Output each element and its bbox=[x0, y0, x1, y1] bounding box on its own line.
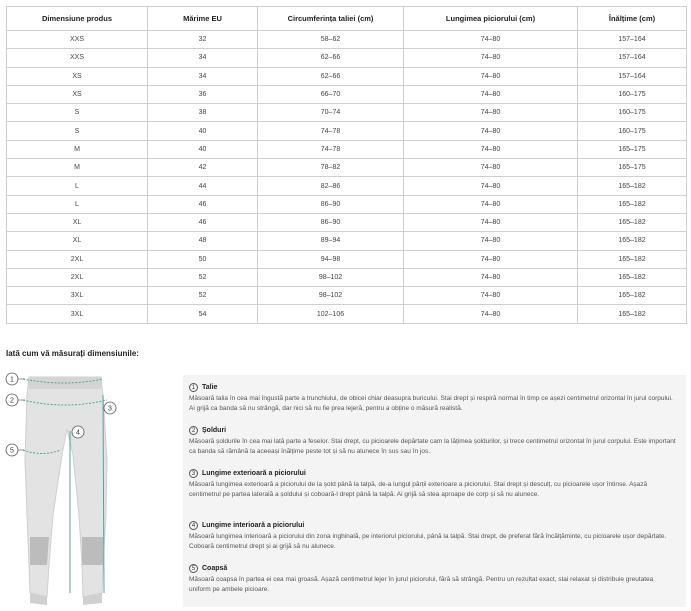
cell-leg-length: 74–80 bbox=[404, 305, 578, 323]
header-leg-length: Lungimea piciorului (cm) bbox=[404, 7, 578, 31]
header-height: Înălțime (cm) bbox=[578, 7, 687, 31]
cell-product-size: M bbox=[7, 140, 148, 158]
section-outseam bbox=[189, 467, 676, 500]
figure-marker-1 bbox=[6, 373, 25, 385]
table-row bbox=[7, 268, 687, 286]
header-product-size: Dimensiune produs bbox=[7, 7, 148, 31]
cell-eu-size: 52 bbox=[148, 268, 258, 286]
cell-waist: 62–66 bbox=[258, 67, 404, 85]
section-thigh bbox=[189, 562, 676, 595]
cell-height: 165–182 bbox=[578, 213, 687, 231]
svg-text:1: 1 bbox=[10, 376, 14, 384]
cell-product-size: XL bbox=[7, 213, 148, 231]
table-row bbox=[7, 140, 687, 158]
table-header-row bbox=[7, 7, 687, 31]
cell-leg-length: 74–80 bbox=[404, 31, 578, 49]
cell-eu-size: 44 bbox=[148, 177, 258, 195]
cell-eu-size: 40 bbox=[148, 122, 258, 140]
size-chart-table bbox=[6, 6, 687, 324]
cell-height: 165–182 bbox=[578, 287, 687, 305]
cell-leg-length: 74–80 bbox=[404, 104, 578, 122]
cell-product-size: XS bbox=[7, 85, 148, 103]
section-text: Măsoară lungimea interioară a piciorului din zona inghinală, pe interiorul piciorului, până la talpă. Stai drept, de preferat fără încălțăminte, cu picioarele ușor depărtate. Coboară centimetrul drept și ai grijă să nu alunece. bbox=[189, 533, 667, 550]
cell-height: 165–182 bbox=[578, 195, 687, 213]
table-row bbox=[7, 67, 687, 85]
section-number: 4 bbox=[189, 521, 198, 530]
section-inseam bbox=[189, 519, 676, 552]
cell-height: 165–182 bbox=[578, 305, 687, 323]
cell-eu-size: 38 bbox=[148, 104, 258, 122]
cell-waist: 70–74 bbox=[258, 104, 404, 122]
cell-product-size: XXS bbox=[7, 49, 148, 67]
table-row bbox=[7, 305, 687, 323]
cell-leg-length: 74–80 bbox=[404, 49, 578, 67]
section-title: Lungime interioară a piciorului bbox=[202, 521, 305, 529]
cell-eu-size: 46 bbox=[148, 195, 258, 213]
cell-product-size: 2XL bbox=[7, 250, 148, 268]
cell-waist: 82–86 bbox=[258, 177, 404, 195]
cell-height: 165–182 bbox=[578, 232, 687, 250]
cell-eu-size: 46 bbox=[148, 213, 258, 231]
table-row bbox=[7, 49, 687, 67]
cell-waist: 89–94 bbox=[258, 232, 404, 250]
cell-eu-size: 52 bbox=[148, 287, 258, 305]
cell-waist: 102–106 bbox=[258, 305, 404, 323]
table-row bbox=[7, 195, 687, 213]
table-row bbox=[7, 213, 687, 231]
section-title: Talie bbox=[202, 383, 218, 391]
cell-eu-size: 34 bbox=[148, 49, 258, 67]
how-to-measure-title: Iată cum vă măsurați dimensiunile: bbox=[6, 349, 139, 358]
cell-eu-size: 50 bbox=[148, 250, 258, 268]
table-row bbox=[7, 250, 687, 268]
section-title: Coapsă bbox=[202, 564, 228, 572]
table-row bbox=[7, 287, 687, 305]
cell-waist: 98–102 bbox=[258, 287, 404, 305]
cell-eu-size: 54 bbox=[148, 305, 258, 323]
cell-waist: 66–70 bbox=[258, 85, 404, 103]
cell-product-size: XXS bbox=[7, 31, 148, 49]
measurement-instructions-panel bbox=[183, 375, 686, 607]
cell-product-size: XS bbox=[7, 67, 148, 85]
cell-eu-size: 34 bbox=[148, 67, 258, 85]
svg-text:2: 2 bbox=[10, 397, 14, 405]
section-text: Măsoară coapsa în partea ei cea mai groasă. Așază centimetrul lejer în jurul piciorului, fără să strângă. Pentru un rezultat exact, stai relaxat și distribuie greutatea uniform pe ambele picioare. bbox=[189, 576, 654, 593]
table-row bbox=[7, 177, 687, 195]
cell-leg-length: 74–80 bbox=[404, 159, 578, 177]
section-number: 3 bbox=[189, 469, 198, 478]
cell-height: 165–182 bbox=[578, 268, 687, 286]
cell-eu-size: 42 bbox=[148, 159, 258, 177]
cell-waist: 86–90 bbox=[258, 195, 404, 213]
figure-marker-5 bbox=[6, 444, 24, 456]
section-text: Măsoară talia în cea mai îngustă parte a trunchiului, de obicei chiar deasupra buricului. Stai drept și respiră normal în timp ce așezi centimetrul orizontal în jurul corpului. Ai grijă ca banda să nu strângă, dar nici să nu fie prea lejeră, pentru a obține o măsură realistă. bbox=[189, 395, 673, 412]
cell-waist: 62–66 bbox=[258, 49, 404, 67]
header-waist: Circumferința taliei (cm) bbox=[258, 7, 404, 31]
header-eu-size: Mărime EU bbox=[148, 7, 258, 31]
figure-marker-2 bbox=[6, 394, 25, 406]
cell-leg-length: 74–80 bbox=[404, 85, 578, 103]
cell-leg-length: 74–80 bbox=[404, 213, 578, 231]
cell-height: 165–182 bbox=[578, 250, 687, 268]
cell-eu-size: 48 bbox=[148, 232, 258, 250]
cell-height: 165–175 bbox=[578, 159, 687, 177]
cell-height: 160–175 bbox=[578, 85, 687, 103]
cell-leg-length: 74–80 bbox=[404, 268, 578, 286]
cell-eu-size: 36 bbox=[148, 85, 258, 103]
table-row bbox=[7, 122, 687, 140]
cell-product-size: M bbox=[7, 159, 148, 177]
cell-leg-length: 74–80 bbox=[404, 195, 578, 213]
section-waist bbox=[189, 381, 676, 414]
table-row bbox=[7, 159, 687, 177]
cell-waist: 74–78 bbox=[258, 140, 404, 158]
table-row bbox=[7, 232, 687, 250]
svg-text:4: 4 bbox=[76, 429, 80, 437]
section-title: Șolduri bbox=[202, 426, 227, 434]
cell-height: 157–164 bbox=[578, 31, 687, 49]
section-title: Lungime exterioară a piciorului bbox=[202, 469, 306, 477]
cell-product-size: 3XL bbox=[7, 287, 148, 305]
cell-height: 160–175 bbox=[578, 122, 687, 140]
svg-text:3: 3 bbox=[108, 405, 112, 413]
cell-product-size: 3XL bbox=[7, 305, 148, 323]
leggings-measurement-figure bbox=[3, 365, 138, 608]
cell-leg-length: 74–80 bbox=[404, 250, 578, 268]
cell-product-size: S bbox=[7, 122, 148, 140]
cell-waist: 94–98 bbox=[258, 250, 404, 268]
table-row bbox=[7, 104, 687, 122]
leggings-illustration bbox=[25, 377, 107, 605]
cell-leg-length: 74–80 bbox=[404, 67, 578, 85]
section-text: Măsoară șoldurile în cea mai lată parte a feselor. Stai drept, cu picioarele depărtate cam la lățimea șoldurilor, și trece centimetrul orizontal în jurul corpului. Este important ca banda să rămână la aceeași înălțime peste tot și să nu alunece în sus sau în jos. bbox=[189, 438, 676, 455]
section-number: 2 bbox=[189, 426, 198, 435]
section-number: 1 bbox=[189, 383, 198, 392]
cell-waist: 98–102 bbox=[258, 268, 404, 286]
table-row bbox=[7, 31, 687, 49]
svg-text:5: 5 bbox=[10, 447, 14, 455]
cell-height: 160–175 bbox=[578, 104, 687, 122]
section-number: 5 bbox=[189, 564, 198, 573]
figure-marker-4 bbox=[72, 426, 84, 438]
cell-waist: 58–62 bbox=[258, 31, 404, 49]
figure-marker-3 bbox=[104, 402, 116, 414]
cell-height: 165–182 bbox=[578, 177, 687, 195]
cell-leg-length: 74–80 bbox=[404, 140, 578, 158]
cell-waist: 74–78 bbox=[258, 122, 404, 140]
size-chart-body bbox=[7, 31, 687, 324]
table-row bbox=[7, 85, 687, 103]
cell-product-size: XL bbox=[7, 232, 148, 250]
cell-height: 157–164 bbox=[578, 49, 687, 67]
cell-product-size: L bbox=[7, 177, 148, 195]
cell-height: 165–175 bbox=[578, 140, 687, 158]
cell-leg-length: 74–80 bbox=[404, 122, 578, 140]
cell-eu-size: 32 bbox=[148, 31, 258, 49]
cell-product-size: L bbox=[7, 195, 148, 213]
cell-leg-length: 74–80 bbox=[404, 287, 578, 305]
section-hips bbox=[189, 424, 676, 457]
cell-leg-length: 74–80 bbox=[404, 232, 578, 250]
cell-leg-length: 74–80 bbox=[404, 177, 578, 195]
cell-waist: 86–90 bbox=[258, 213, 404, 231]
cell-height: 157–164 bbox=[578, 67, 687, 85]
cell-product-size: 2XL bbox=[7, 268, 148, 286]
section-text: Măsoară lungimea exterioară a piciorului de la șold până la talpă, de-a lungul părții exterioare a piciorului. Stai drept și desculț, cu picioarele ușor întinse. Așază centimetrul pe partea laterală a șoldului și coboară-l drept până la talpă. Ai grijă să stea aproape de corp și să nu alunece. bbox=[189, 481, 648, 498]
cell-eu-size: 40 bbox=[148, 140, 258, 158]
cell-waist: 78–82 bbox=[258, 159, 404, 177]
cell-product-size: S bbox=[7, 104, 148, 122]
